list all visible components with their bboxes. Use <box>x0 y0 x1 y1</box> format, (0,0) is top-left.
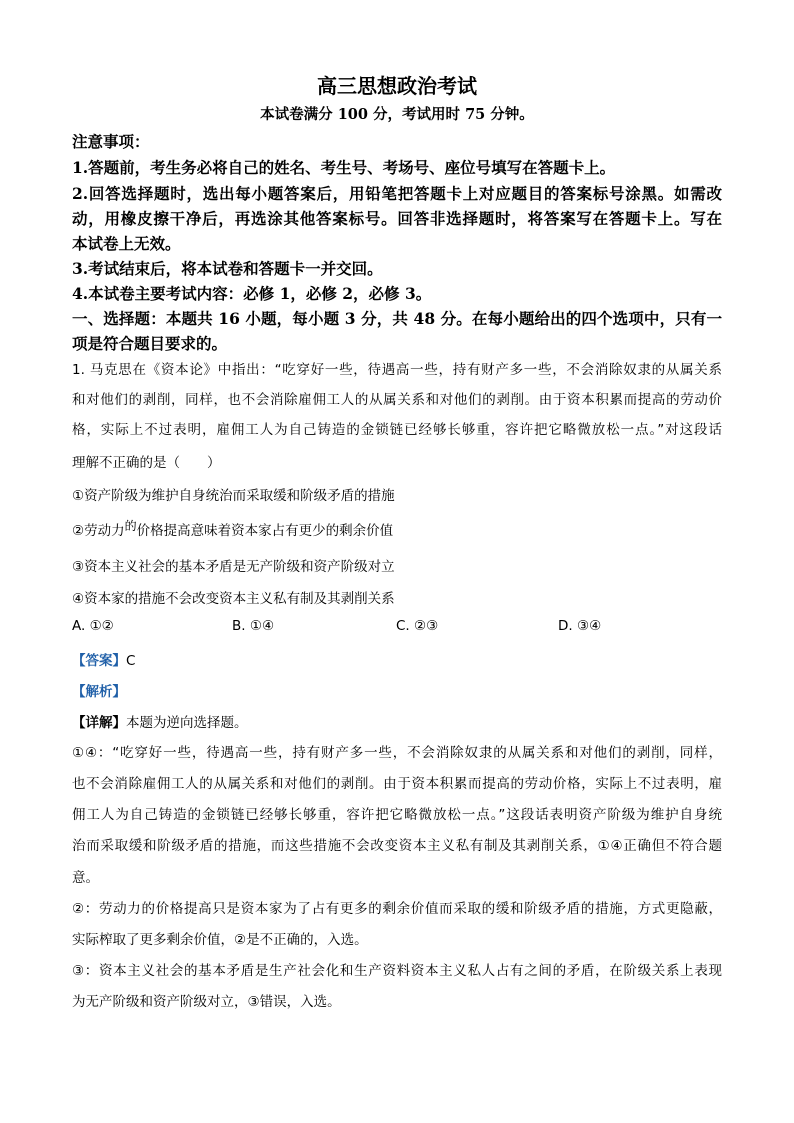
statement-2-part-1: ②劳动力 <box>72 523 125 539</box>
page-subtitle: 本试卷满分 100 分，考试用时 75 分钟。 <box>260 106 534 123</box>
notice-item-2-line-3: 本试卷上无效。 <box>72 234 181 253</box>
analysis-p1-line-4: 治而采取缓和阶级矛盾的措施，而这些措施不会改变资本主义私有制及其剥削关系，①④正确但不符合题 <box>72 838 722 854</box>
question-1-stem-line-4: 理解不正确的是（ ） <box>72 455 221 471</box>
statement-1: ①资产阶级为维护自身统治而采取缓和阶级矛盾的措施 <box>72 488 395 504</box>
analysis-p2-line-2: 实际榨取了更多剩余价值，②是不正确的，入选。 <box>72 932 368 948</box>
analysis-p1-line-3: 佣工人为自己铸造的金锁链已经够长够重，容许把它略微放松一点。”这段话表明资产阶级为维护自身统 <box>72 807 722 823</box>
section-heading-line-2: 项是符合题目要求的。 <box>72 334 228 353</box>
analysis-p1-line-1: ①④：“吃穿好一些，待遇高一些，持有财产多一些，不会消除奴隶的从属关系和对他们的剥削，同样， <box>72 745 722 761</box>
question-1-stem-line-2: 和对他们的剥削，同样，也不会消除雇佣工人的从属关系和对他们的剥削。由于资本积累而提高的劳动价 <box>72 392 722 408</box>
detail-label: 【详解】 <box>72 715 126 731</box>
statement-2-part-2: 的 <box>124 519 137 533</box>
analysis-p1-line-2: 也不会消除雇佣工人的从属关系和对他们的剥削。由于资本积累而提高的劳动价格，实际上不过表明，雇 <box>72 776 722 792</box>
answer-label: 【答案】 <box>72 653 126 669</box>
analysis-line <box>72 680 126 700</box>
notice-item-4: 4.本试卷主要考试内容：必修 1，必修 2，必修 3。 <box>72 284 432 303</box>
answer-line <box>72 649 135 669</box>
analysis-p3-line-1: ③：资本主义社会的基本矛盾是生产社会化和生产资料资本主义私人占有之间的矛盾，在阶级关系上表现 <box>72 963 722 979</box>
notice-item-3: 3.考试结束后，将本试卷和答题卡一并交回。 <box>72 259 383 278</box>
option-a: A. ①② <box>72 618 114 634</box>
statement-4: ④资本家的措施不会改变资本主义私有制及其剥削关系 <box>72 591 395 607</box>
question-1-stem-line-1: 1. 马克思在《资本论》中指出：“吃穿好一些，待遇高一些，持有财产多一些，不会消除奴隶的从属关系 <box>72 362 722 378</box>
question-1-stem-line-3: 格，实际上不过表明，雇佣工人为自己铸造的金锁链已经够长够重，容许把它略微放松一点。”对这段话 <box>72 422 722 438</box>
option-b: B. ①④ <box>232 618 275 634</box>
notice-heading: 注意事项： <box>72 132 150 151</box>
section-heading-line-1: 一、选择题：本题共 16 小题，每小题 3 分，共 48 分。在每小题给出的四个选项中，只有一 <box>72 309 722 328</box>
statement-2-part-3: 价格提高意味着资本家占有更少的剩余价值 <box>136 523 394 539</box>
option-c: C. ②③ <box>396 618 439 634</box>
statement-2 <box>72 519 393 539</box>
page-title: 高三思想政治考试 <box>317 74 477 98</box>
statement-3: ③资本主义社会的基本矛盾是无产阶级和资产阶级对立 <box>72 559 395 575</box>
analysis-label: 【解析】 <box>72 684 126 700</box>
detail-line <box>72 711 248 731</box>
analysis-p1-line-5: 意。 <box>72 870 99 886</box>
option-d: D. ③④ <box>558 618 602 634</box>
notice-item-2-line-1: 2.回答选择题时，选出每小题答案后，用铅笔把答题卡上对应题目的答案标号涂黑。如需改 <box>72 184 722 203</box>
notice-item-1: 1.答题前，考生务必将自己的姓名、考生号、考场号、座位号填写在答题卡上。 <box>72 158 616 177</box>
answer-value: C <box>126 653 136 669</box>
analysis-p2-line-1: ②：劳动力的价格提高只是资本家为了占有更多的剩余价值而采取的缓和阶级矛盾的措施，方式更隐蔽， <box>72 901 722 917</box>
notice-item-2-line-2: 动，用橡皮擦干净后，再选涂其他答案标号。回答非选择题时，将答案写在答题卡上。写在 <box>72 209 722 228</box>
detail-text: 本题为逆向选择题。 <box>126 715 248 731</box>
analysis-p3-line-2: 为无产阶级和资产阶级对立，③错误，入选。 <box>72 994 341 1010</box>
